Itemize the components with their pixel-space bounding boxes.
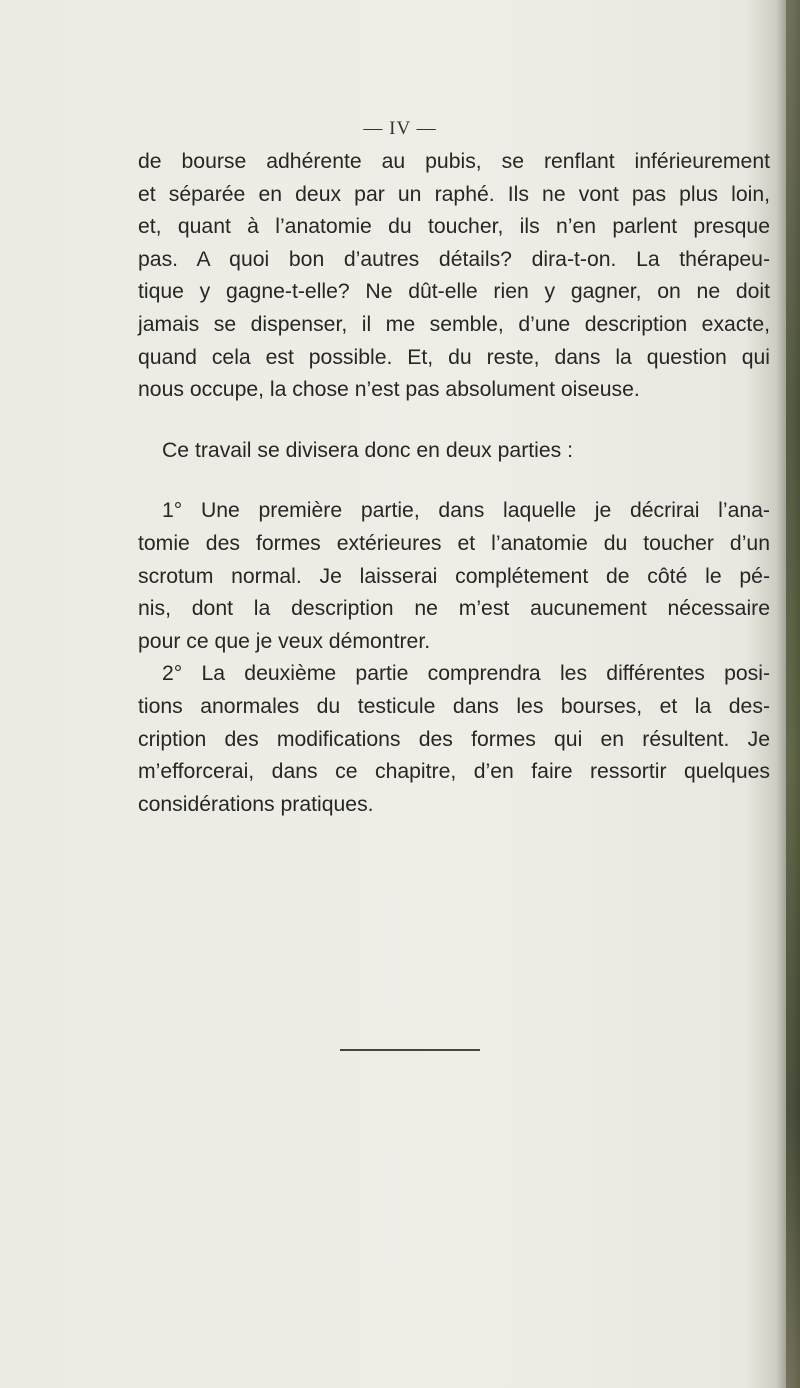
text-line: 2° La deuxième partie comprendra les différentes posi- [162,662,770,686]
text-line: nous occupe, la chose n’est pas absolument oiseuse. [138,378,640,402]
text-line: quand cela est possible. Et, du reste, dans la question qui [138,345,770,369]
text-line: pour ce que je veux démontrer. [138,629,431,653]
text-line: cription des modifications des formes qui en résultent. Je [138,727,770,751]
text-line: de bourse adhérente au pubis, se renflant inférieurement [138,150,770,173]
text-line: tique y gagne-t-elle? Ne dût-elle rien y gagner, on ne doit [138,280,770,304]
text-line: scrotum normal. Je laisserai complétement de côté le pé- [138,564,770,588]
end-rule [340,1049,480,1051]
page-edge-shadow [786,0,800,1388]
text-line: tomie des formes extérieures et l’anatomie du toucher d’un [138,531,770,555]
text-line: pas. A quoi bon d’autres détails? dira-t-on. La thérapeu- [138,247,770,271]
text-line: jamais se dispenser, il me semble, d’une description exacte, [138,312,770,336]
text-line: Ce travail se divisera donc en deux parties : [162,438,574,462]
text-line: 1° Une première partie, dans laquelle je décrirai l’ana- [162,499,770,523]
page-number: — IV — [363,118,437,139]
text-line: et, quant à l’anatomie du toucher, ils n’en parlent presque [138,215,770,239]
text-line: m’efforcerai, dans ce chapitre, d’en faire ressortir quelques [138,760,770,784]
text-line: considérations pratiques. [138,792,374,816]
text-line: nis, dont la description ne m’est aucunement nécessaire [138,597,770,621]
body-text [138,146,770,821]
text-line: et séparée en deux par un raphé. Ils ne vont pas plus loin, [138,182,770,206]
text-line: tions anormales du testicule dans les bourses, et la des- [138,694,770,718]
